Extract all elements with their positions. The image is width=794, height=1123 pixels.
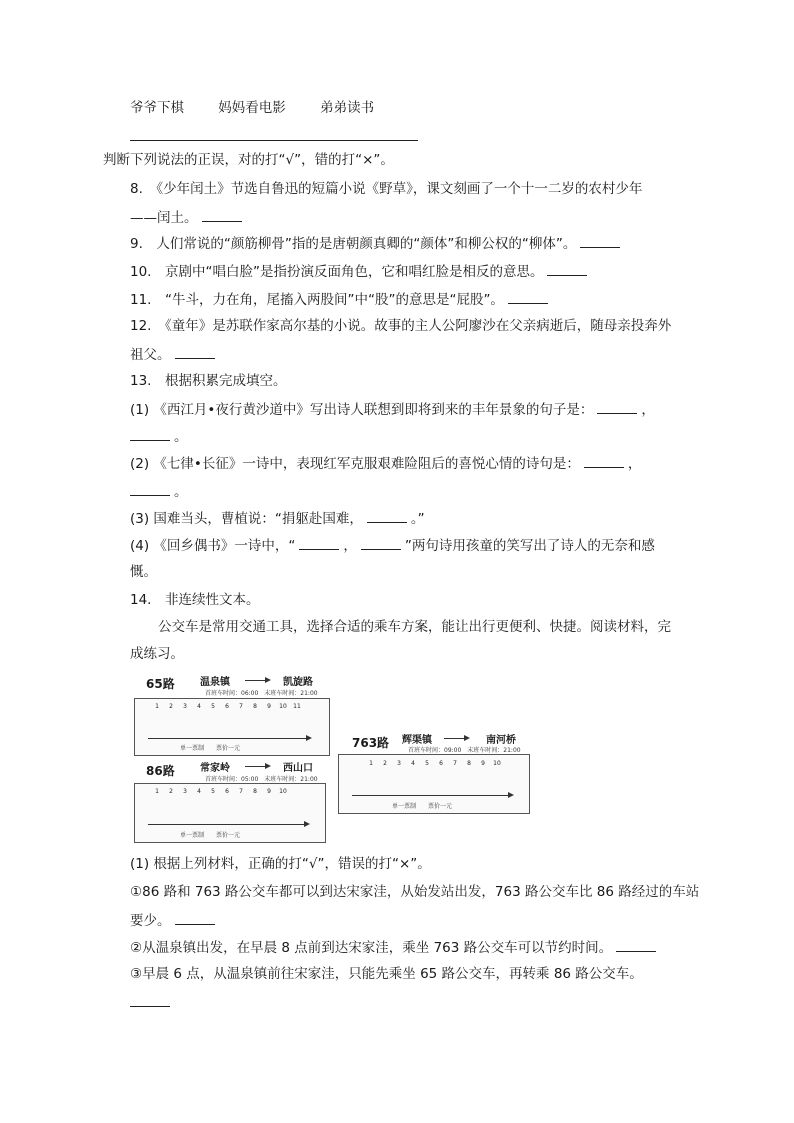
stop-number: 2 [383,760,387,767]
period: 。 [174,484,188,500]
question-10 [130,261,591,282]
question-12-cont [130,344,219,365]
stop-number: 5 [425,760,429,767]
stop-number: 11 [293,703,301,710]
q13-4-text: (4) 《回乡偶书》一诗中，“ [130,538,296,554]
stop-number: 1 [369,760,373,767]
question-14-1-3-cont [130,992,174,1013]
q9-text: 9. 人们常说的“颜筋柳骨”指的是唐朝颜真卿的“颜体”和柳公权的“柳体”。 [130,236,577,252]
route-86-times: 首班车时间：05:00 末班车时间：21:00 [205,776,318,783]
word-2: 妈妈看电影 [218,100,286,116]
stop-number: 2 [169,703,173,710]
stop-number: 7 [239,788,243,795]
q10-text: 10. 京剧中“唱白脸”是指扮演反面角色，它和唱红脸是相反的意思。 [130,264,544,280]
question-14-intro-cont: 成练习。 [130,646,184,662]
stop-number: 4 [411,760,415,767]
route-65-to: 凯旋路 [283,677,313,688]
arrow-right-icon [148,738,310,739]
q14-1-2-text: ②从温泉镇出发，在早晨 8 点前到达宋家洼，乘坐 763 路公交车可以节约时间。 [130,940,613,956]
question-13-3 [130,508,425,529]
answer-blank[interactable] [361,535,401,550]
answer-blank[interactable] [508,289,548,304]
route-86-footer: 单一票制 票价一元 [180,832,241,839]
question-13: 13. 根据积累完成填空。 [130,373,287,389]
q11-text: 11. “牛斗，力在角，尾搐入两股间”中“股”的意思是“屁股”。 [130,292,504,308]
stop-number: 10 [493,760,501,767]
answer-blank[interactable] [175,910,215,925]
q12-text: 12. 《童年》是苏联作家高尔基的小说。故事的主人公阿廖沙在父亲病逝后，随母亲投奔外 [130,318,672,334]
q13-3-text: (3) 国难当头，曹植说：“捐躯赴国难， [130,511,363,527]
stop-number: 2 [169,788,173,795]
q13-4-comma: ， [343,538,357,554]
question-14-1-2 [130,937,660,958]
stop-number: 3 [183,703,187,710]
route-86-stops [150,788,290,795]
question-13-4-cont: 慨。 [130,564,157,580]
arrow-right-icon [245,766,269,767]
stop-number: 3 [397,760,401,767]
question-14: 14. 非连续性文本。 [130,592,260,608]
route-65-times: 首班车时间：06:00 末班车时间：21:00 [205,690,318,697]
route-86-name: 86路 [146,764,175,778]
stop-number: 7 [239,703,243,710]
comma: ， [641,402,655,418]
route-86-from: 常家岭 [200,763,230,774]
question-14-intro: 公交车是常用交通工具，选择合适的乘车方案，能让出行更便利、快捷。阅读材料，完 [158,619,671,635]
route-763-from: 辉渠镇 [402,735,432,746]
stop-number: 7 [453,760,457,767]
answer-blank[interactable] [367,508,407,523]
stop-number: 10 [279,703,287,710]
answer-blank[interactable] [616,937,656,952]
route-763-stops [364,760,504,767]
answer-line [130,140,418,141]
stop-number: 6 [225,703,229,710]
route-65-stops [150,703,304,710]
question-13-1-cont [130,426,188,447]
answer-blank[interactable] [175,344,215,359]
question-14-1-1: ①86 路和 763 路公交车都可以到达宋家洼，从始发站出发，763 路公交车比 86 路经过的车站 [130,884,700,900]
word-list [130,98,404,118]
stop-number: 5 [211,788,215,795]
word-3: 弟弟读书 [320,100,375,116]
stop-number: 8 [253,788,257,795]
stop-number: 8 [467,760,471,767]
question-14-1-1-cont [130,910,219,931]
question-13-1 [130,399,655,420]
question-14-1-3: ③早晨 6 点，从温泉镇前往宋家洼，只能先乘坐 65 路公交车，再转乘 86 路公交车。 [130,966,643,982]
answer-blank[interactable] [597,399,637,414]
question-9 [130,233,624,254]
route-65-name: 65路 [146,677,175,691]
stop-number: 1 [155,703,159,710]
stop-number: 3 [183,788,187,795]
stop-number: 6 [225,788,229,795]
route-86-to: 西山口 [283,763,313,774]
arrow-right-icon [352,795,512,796]
route-763-footer: 单一票制 票价一元 [392,803,453,810]
stop-number: 5 [211,703,215,710]
stop-number: 9 [481,760,485,767]
route-65-from: 温泉镇 [200,677,230,688]
instruction: 判断下列说法的正误，对的打“√”，错的打“×”。 [103,152,394,168]
question-8-cont [130,207,246,228]
answer-blank[interactable] [202,207,242,222]
q13-3-end: 。” [410,511,425,527]
answer-blank[interactable] [130,481,170,496]
stop-number: 9 [267,788,271,795]
answer-blank[interactable] [130,426,170,441]
stop-number: 8 [253,703,257,710]
arrow-right-icon [245,680,269,681]
word-1: 爷爷下棋 [130,100,184,116]
question-11 [130,289,552,310]
answer-blank[interactable] [299,535,339,550]
answer-blank[interactable] [580,233,620,248]
q14-1-1-text: 要少。 [130,913,171,929]
stop-number: 9 [267,703,271,710]
question-14-1: (1) 根据上列材料，正确的打“√”，错误的打“×”。 [130,856,431,872]
q8-text-cont: ——闰土。 [130,210,198,226]
comma: ， [627,456,642,472]
arrow-right-icon [444,738,468,739]
route-763-times: 首班车时间：09:00 末班车时间：21:00 [408,747,521,754]
stop-number: 1 [155,788,159,795]
question-8 [130,179,642,199]
stop-number: 4 [197,703,201,710]
period: 。 [174,429,188,445]
answer-blank[interactable] [584,453,624,468]
q8-text: 8. 《少年闰土》节选自鲁迅的短篇小说《野草》，课文刻画了一个十一二岁的农村少年 [130,181,643,197]
answer-blank[interactable] [547,261,587,276]
q12-text-cont: 祖父。 [130,347,171,363]
q13-2-text: (2) 《七律•长征》一诗中，表现红军克服艰难险阻后的喜悦心情的诗句是： [130,456,580,472]
question-12 [130,316,671,336]
route-763-name: 763路 [352,736,390,750]
stop-number: 6 [439,760,443,767]
arrow-right-icon [148,824,308,825]
answer-blank[interactable] [130,992,170,1007]
q13-4-text-2: ”两句诗用孩童的笑写出了诗人的无奈和感 [404,538,655,554]
question-13-2 [130,453,641,474]
route-763-to: 南河桥 [486,735,516,746]
stop-number: 10 [279,788,287,795]
stop-number: 4 [197,788,201,795]
route-65-footer: 单一票制 票价一元 [180,745,241,752]
q13-1-text: (1) 《西江月•夜行黄沙道中》写出诗人联想到即将到来的丰年景象的句子是： [130,402,594,418]
question-13-4 [130,535,655,556]
question-13-2-cont [130,481,188,502]
